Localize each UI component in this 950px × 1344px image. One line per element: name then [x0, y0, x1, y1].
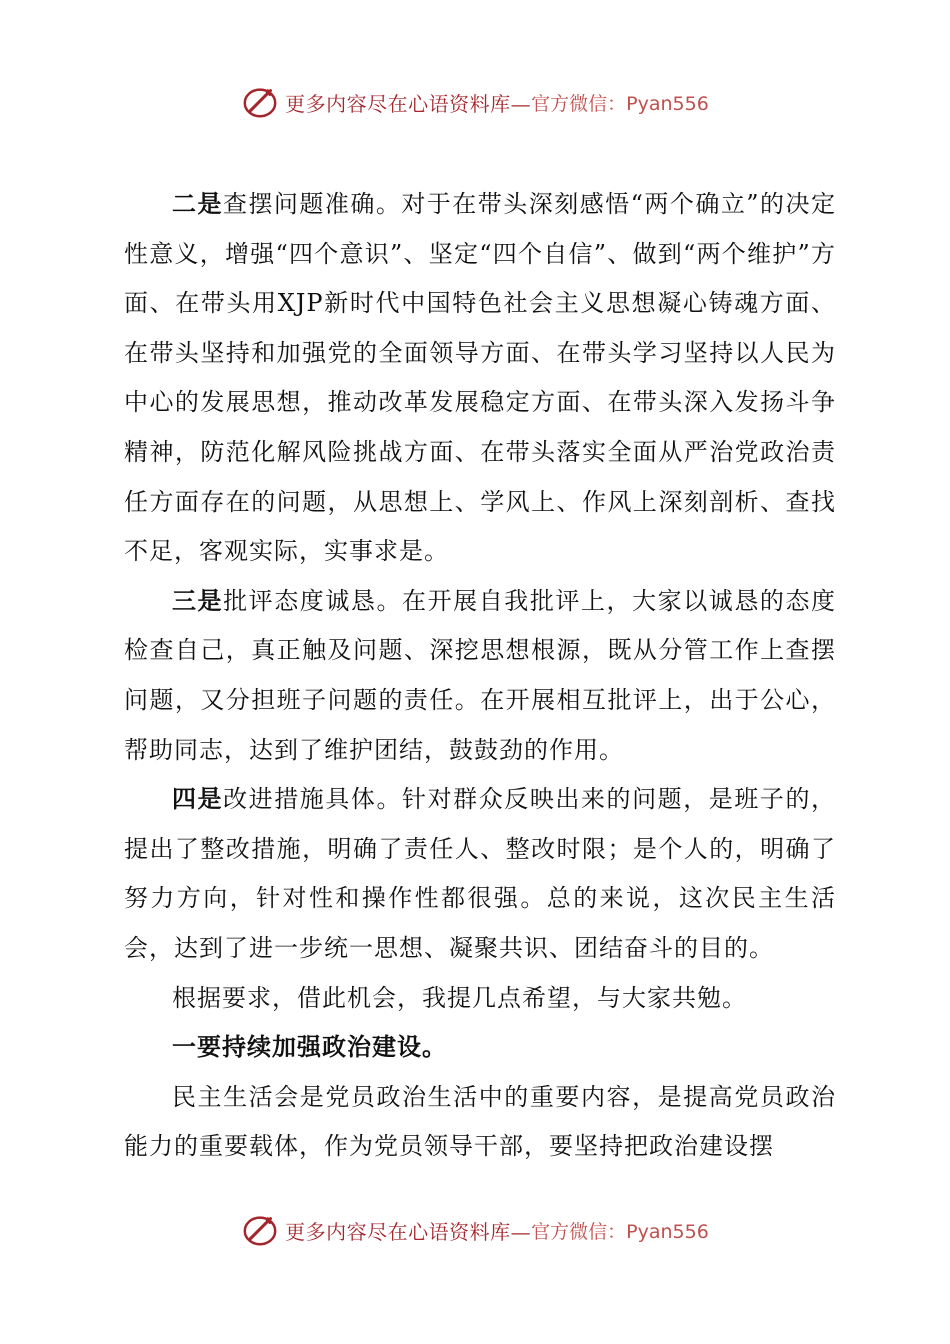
pen-logo-icon	[241, 83, 279, 121]
paragraph-text: 查摆问题准确。对于在带头深刻感悟“两个确立”的决定性意义，增强“四个意识”、坚定“四个自信”、做到“两个维护”方面、在带头用XJP新时代中国特色社会主义思想凝心铸魂方面、在带头坚持和加强党的全面领导方面、在带头学习坚持以人民为中心的发展思想，推动改革发展稳定方面、在带头深入发扬斗争精神，防范化解风险挑战方面、在带头落实全面从严治党政治责任方面存在的问题，从思想上、学风上、作风上深刻剖析、查找不足，客观实际，实事求是。	[124, 190, 837, 566]
paragraph-point-3	[124, 577, 836, 775]
paragraph-text: 批评态度诚恳。在开展自我批评上，大家以诚恳的态度检查自己，真正触及问题、深挖思想根源，既从分管工作上查摆问题，又分担班子问题的责任。在开展相互批评上，出于公心，帮助同志，达到了维护团结，鼓鼓劲的作用。	[124, 586, 837, 764]
paragraph-point-4	[124, 775, 836, 973]
paragraph-lead: 四是	[172, 785, 224, 814]
watermark-brand-text: 更多内容尽在心语资料库—	[285, 1219, 532, 1244]
watermark-wechat-text: 官方微信：Pyan556	[531, 1220, 709, 1243]
paragraph-lead: 三是	[172, 586, 224, 615]
pen-logo-icon	[241, 1211, 279, 1249]
paragraph-text: 改进措施具体。针对群众反映出来的问题，是班子的，提出了整改措施，明确了责任人、整改时限；是个人的，明确了努力方向，针对性和操作性都很强。总的来说，这次民主生活会，达到了进一步统一思想、凝聚共识、团结奋斗的目的。	[124, 785, 837, 962]
document-body	[124, 180, 836, 1172]
paragraph-closing: 民主生活会是党员政治生活中的重要内容，是提高党员政治能力的重要载体，作为党员领导干部，要坚持把政治建设摆	[124, 1082, 836, 1161]
paragraph-intro: 根据要求，借此机会，我提几点希望，与大家共勉。	[172, 983, 747, 1012]
watermark-brand-text: 更多内容尽在心语资料库—	[285, 91, 532, 116]
header-watermark	[0, 80, 950, 124]
paragraph-point-2	[124, 180, 836, 577]
paragraph-lead: 二是	[172, 190, 223, 218]
footer-watermark	[0, 1208, 950, 1252]
section-heading: 一要持续加强政治建设。	[172, 1033, 447, 1062]
watermark-wechat-text: 官方微信：Pyan556	[531, 92, 709, 115]
